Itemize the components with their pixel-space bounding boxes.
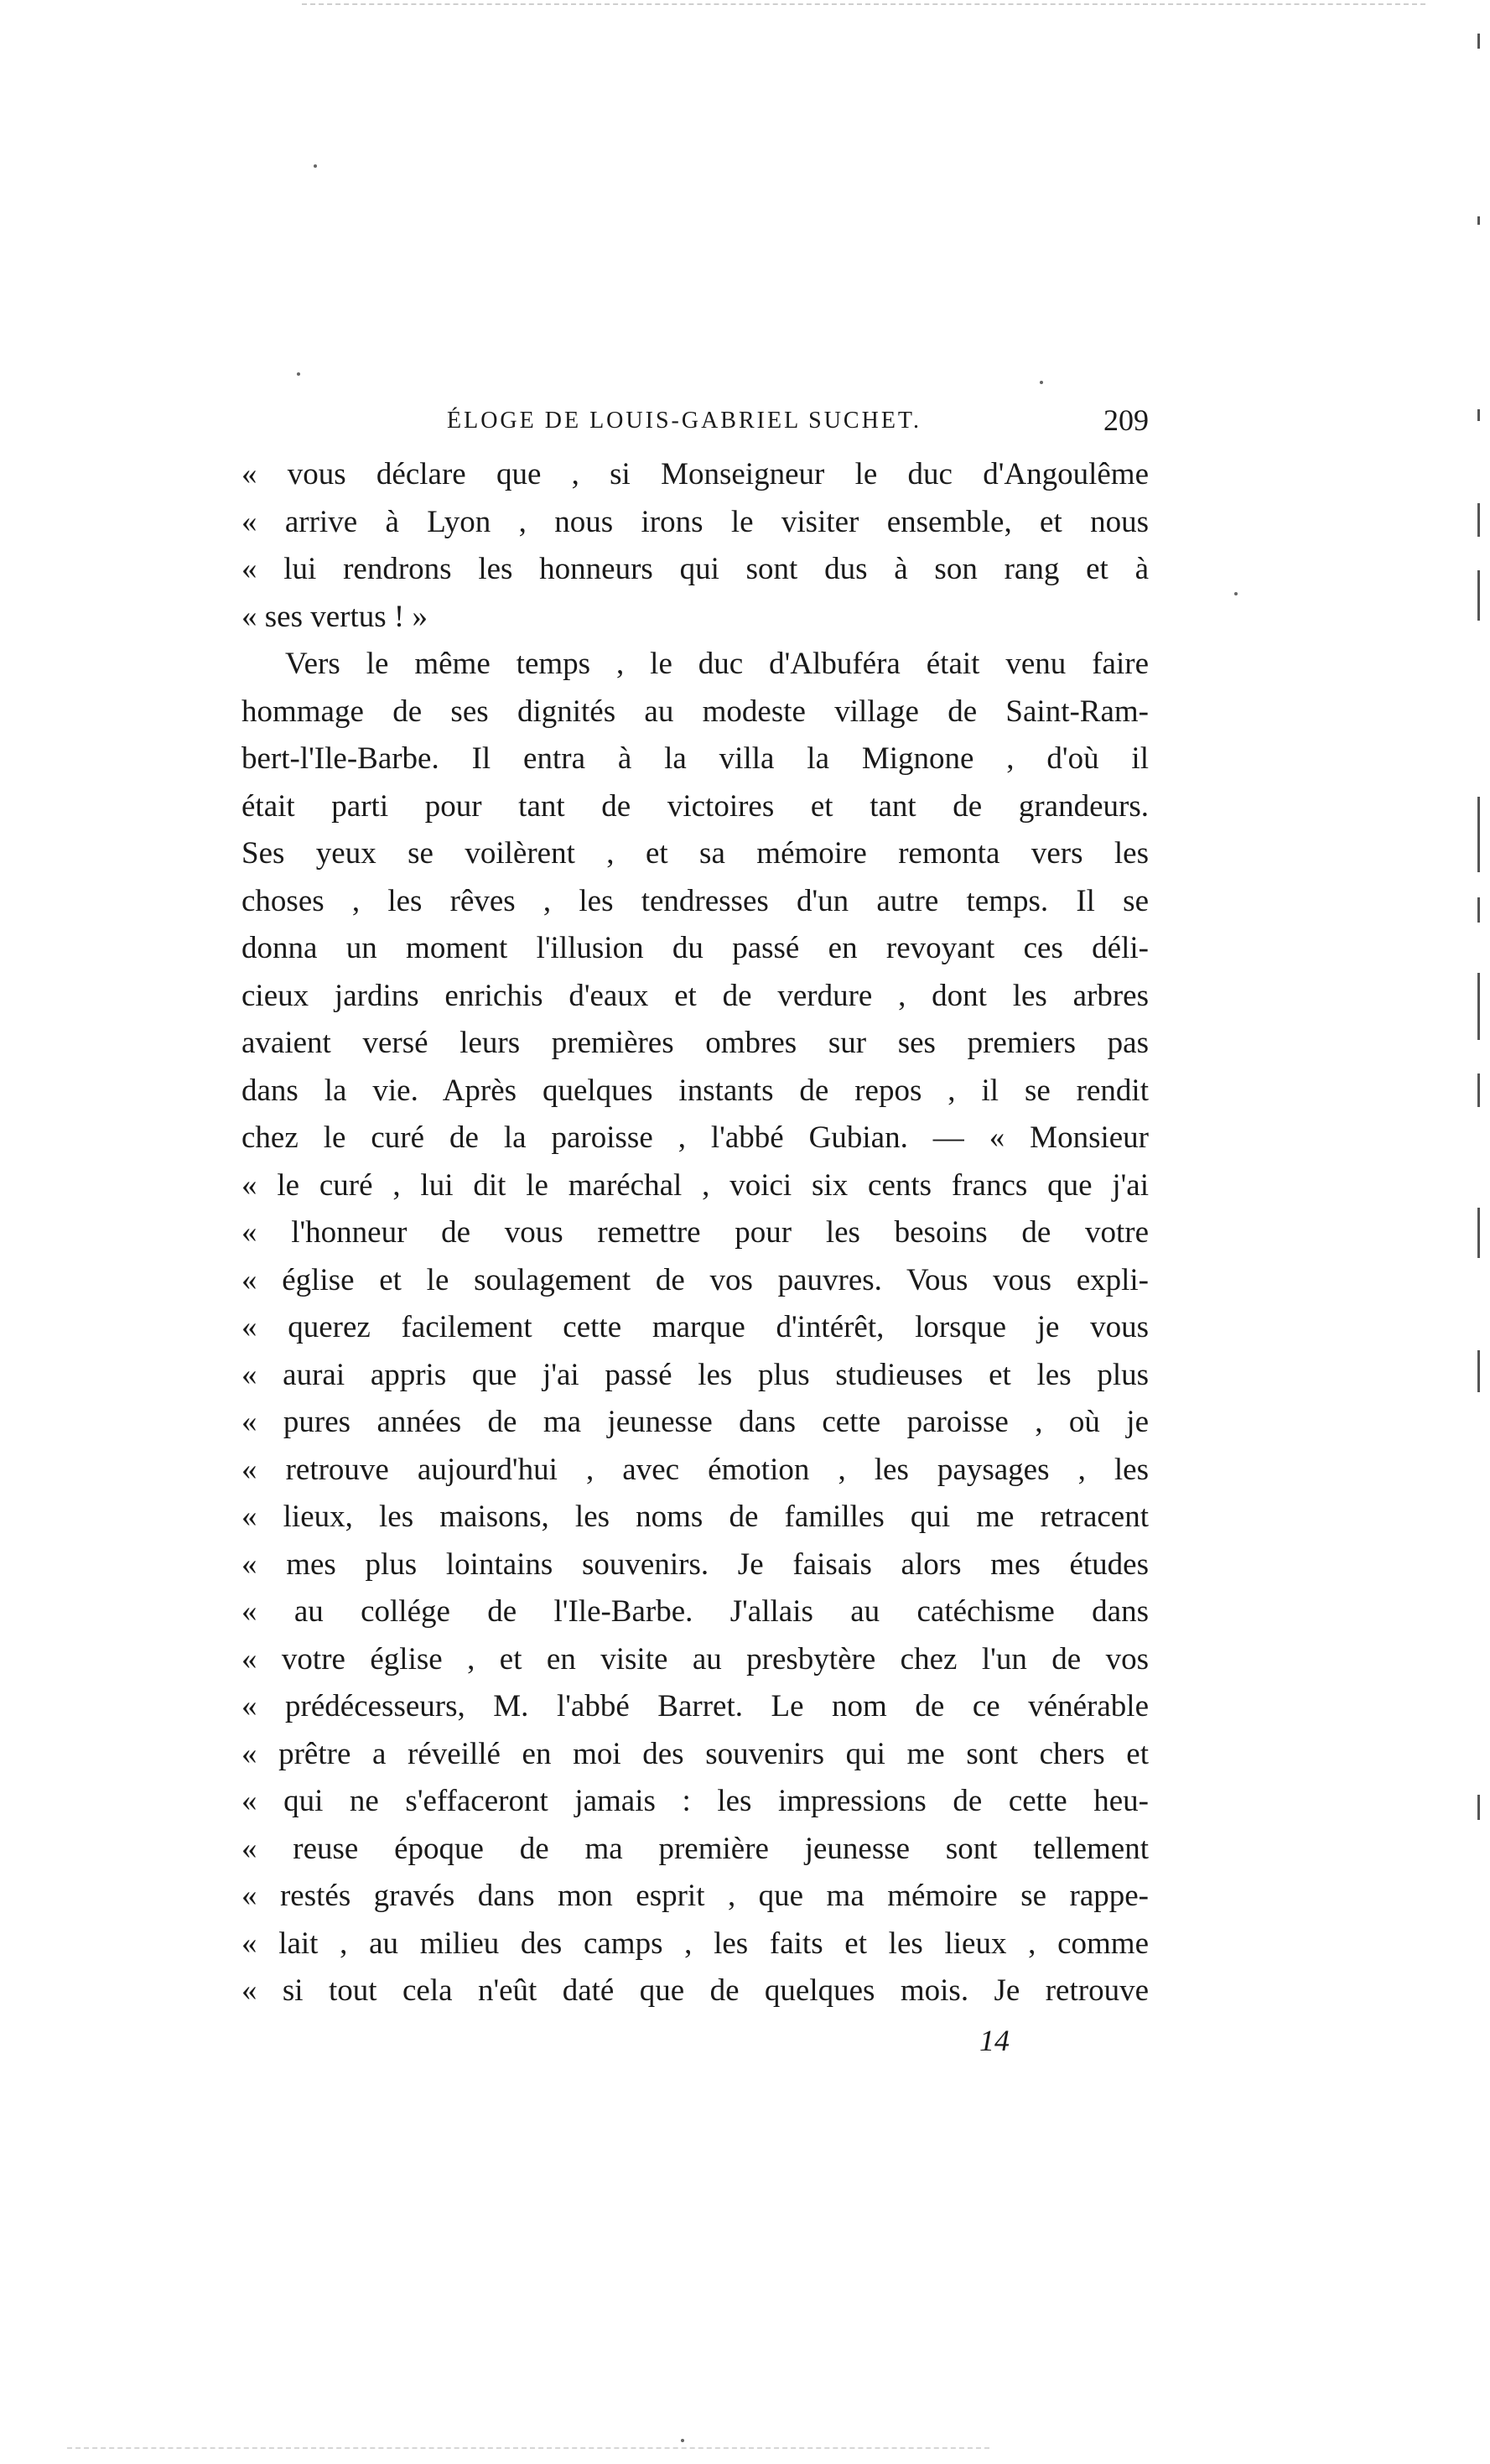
text-line: « prédécesseurs, M. l'abbé Barret. Le nom de ce vénérable xyxy=(241,1689,1149,1723)
text-line: « lui rendrons les honneurs qui sont dus à son rang et à xyxy=(241,552,1149,586)
text-line: « lait , au milieu des camps , les faits et les lieux , comme xyxy=(241,1926,1149,1961)
text-line: choses , les rêves , les tendresses d'un autre temps. Il se xyxy=(241,883,1149,918)
text-line: « vous déclare que , si Monseigneur le duc d'Angoulême xyxy=(241,457,1149,491)
scan-margin-marks xyxy=(1477,34,1481,2046)
text-line: « qui ne s'effaceront jamais : les impressions de cette heu- xyxy=(241,1784,1149,1818)
scan-speck xyxy=(297,372,300,376)
text-line: « ses vertus ! » xyxy=(241,599,428,634)
text-line: « querez facilement cette marque d'intérêt, lorsque je vous xyxy=(241,1310,1149,1344)
scan-speck xyxy=(1234,592,1238,595)
text-line: « mes plus lointains souvenirs. Je faisais alors mes études xyxy=(241,1546,1149,1582)
text-line: hommage de ses dignités au modeste village de Saint-Ram- xyxy=(241,694,1149,729)
scan-edge-bottom xyxy=(67,2447,989,2449)
text-line: chez le curé de la paroisse , l'abbé Gubian. — « Monsieur xyxy=(241,1120,1149,1155)
text-line: « prêtre a réveillé en moi des souvenirs qui me sont chers et xyxy=(241,1736,1149,1771)
text-line: bert-l'Ile-Barbe. Il entra à la villa la Mignone , d'où il xyxy=(241,741,1149,776)
text-line: était parti pour tant de victoires et tant de grandeurs. xyxy=(241,788,1149,824)
text-line: « votre église , et en visite au presbytère chez l'un de vos xyxy=(241,1641,1149,1676)
scan-speck xyxy=(1040,381,1043,384)
text-line: « l'honneur de vous remettre pour les besoins de votre xyxy=(241,1215,1149,1250)
running-head xyxy=(241,403,1149,441)
text-line: « arrive à Lyon , nous irons le visiter ensemble, et nous xyxy=(241,504,1149,539)
text-line: « aurai appris que j'ai passé les plus studieuses et les plus xyxy=(241,1357,1149,1392)
scan-speck xyxy=(314,164,317,168)
text-line: « au collége de l'Ile-Barbe. J'allais au catéchisme dans xyxy=(241,1594,1149,1629)
text-line: « si tout cela n'eût daté que de quelques mois. Je retrouve xyxy=(241,1973,1149,2008)
running-title: ÉLOGE DE LOUIS-GABRIEL SUCHET. xyxy=(447,408,922,434)
text-line: « lieux, les maisons, les noms de familles qui me retracent xyxy=(241,1500,1149,1534)
text-line: cieux jardins enrichis d'eaux et de verdure , dont les arbres xyxy=(241,978,1149,1013)
page-number: 209 xyxy=(1103,403,1149,437)
scan-edge-top xyxy=(302,3,1425,5)
signature-mark: 14 xyxy=(979,2024,1010,2057)
text-line: Ses yeux se voilèrent , et sa mémoire remonta vers les xyxy=(241,836,1149,871)
text-line: « retrouve aujourd'hui , avec émotion , les paysages , les xyxy=(241,1452,1149,1487)
text-line: Vers le même temps , le duc d'Albuféra était venu faire xyxy=(285,647,1149,681)
text-line: « église et le soulagement de vos pauvres. Vous vous expli- xyxy=(241,1262,1149,1297)
text-line: « pures années de ma jeunesse dans cette paroisse , où je xyxy=(241,1405,1149,1439)
text-line: donna un moment l'illusion du passé en revoyant ces déli- xyxy=(241,931,1149,965)
text-line: « restés gravés dans mon esprit , que ma mémoire se rappe- xyxy=(241,1879,1149,1913)
text-line: dans la vie. Après quelques instants de repos , il se rendit xyxy=(241,1073,1149,1108)
text-line: « le curé , lui dit le maréchal , voici six cents francs que j'ai xyxy=(241,1167,1149,1203)
scan-speck xyxy=(681,2439,684,2442)
text-line: avaient versé leurs premières ombres sur ses premiers pas xyxy=(241,1026,1149,1060)
body-text xyxy=(241,451,1149,2015)
text-line: « reuse époque de ma première jeunesse sont tellement xyxy=(241,1831,1149,1866)
